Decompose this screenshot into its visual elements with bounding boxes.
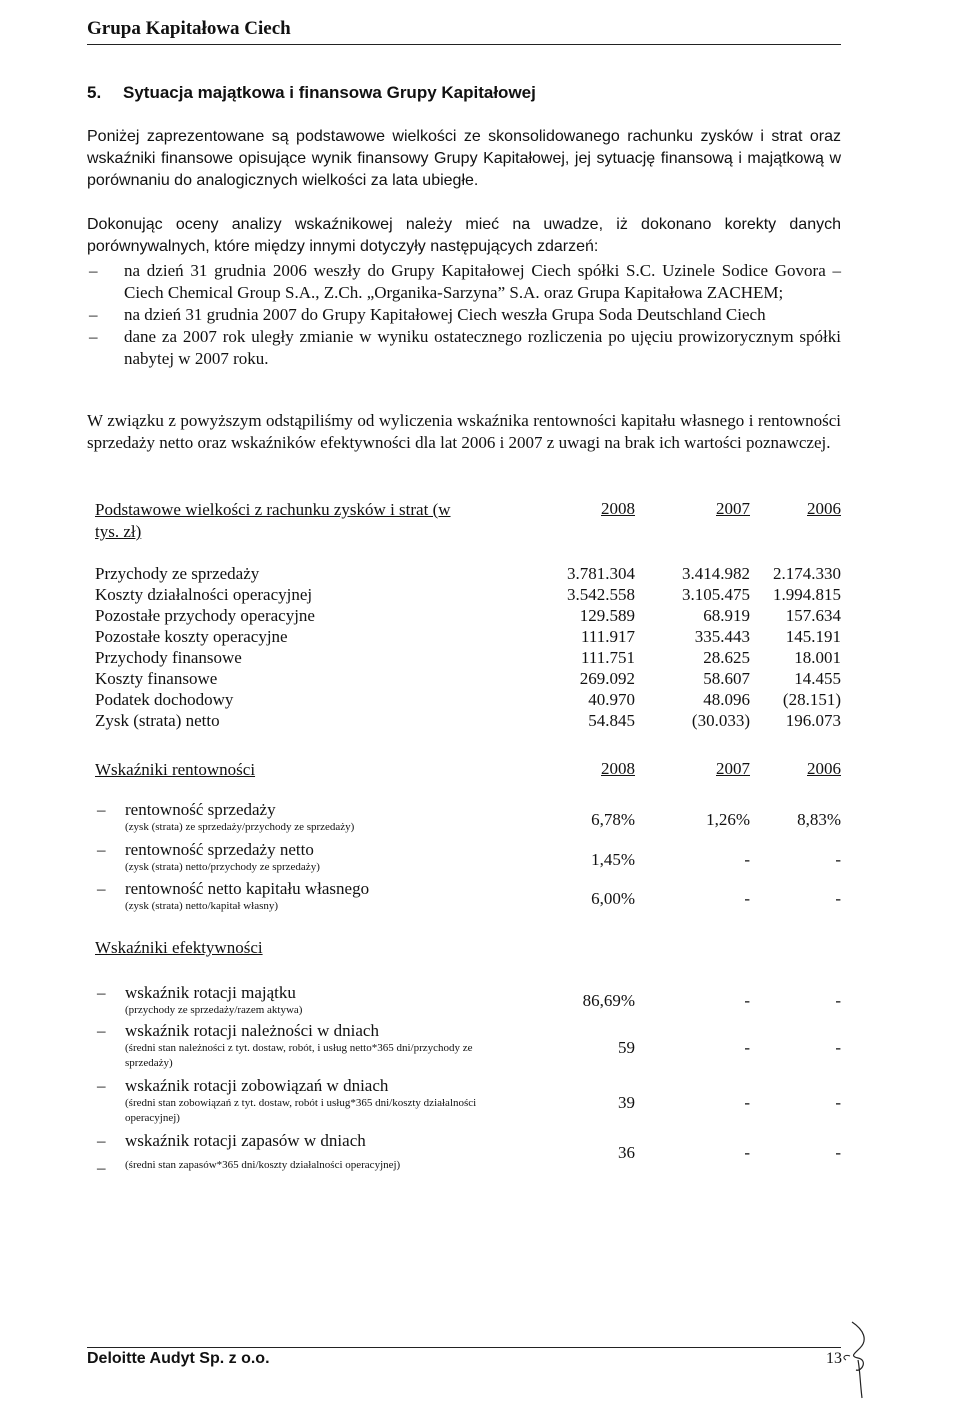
value-2006: 196.073 xyxy=(785,711,841,730)
value-2007: - xyxy=(744,991,750,1010)
ratio-row xyxy=(95,983,841,1023)
year-header-2007: 2007 xyxy=(716,759,750,778)
year-header-2006: 2006 xyxy=(807,499,841,518)
value-2006: - xyxy=(835,1038,841,1057)
footer-company: Deloitte Audyt Sp. z o.o. xyxy=(87,1350,270,1367)
value-2008: 269.092 xyxy=(579,669,635,688)
dash-marker: – xyxy=(97,1076,106,1095)
ratio-label: rentowność netto kapitału własnego xyxy=(125,879,370,898)
value-2007: 48.096 xyxy=(703,690,750,709)
value-2006: - xyxy=(835,1093,841,1112)
intro-paragraph: Poniżej zaprezentowane są podstawowe wielkości ze skonsolidowanego rachunku zysków i strat oraz wskaźniki finansowe opisujące wynik finansowy Grupy Kapitałowej, jej sytuację finansową i majątkową w porównaniu do analogicznych wielkości za lata ubiegłe. xyxy=(87,128,841,189)
ratio-label: rentowność sprzedaży xyxy=(125,800,276,819)
value-2006: - xyxy=(835,1143,841,1162)
row-label: Koszty finansowe xyxy=(95,669,218,688)
value-2008: 6,78% xyxy=(591,810,635,829)
value-2007: 28.625 xyxy=(703,648,750,667)
value-2007: 58.607 xyxy=(703,669,750,688)
year-header-2008: 2008 xyxy=(601,759,635,778)
table-row xyxy=(95,585,841,606)
table-row xyxy=(95,564,841,585)
value-2008: 54.845 xyxy=(588,711,635,730)
ratio-row xyxy=(95,1076,841,1128)
list-item xyxy=(87,260,841,304)
ratio-row xyxy=(95,1131,841,1162)
value-2006: 2.174.330 xyxy=(773,564,841,583)
value-2006: 8,83% xyxy=(797,810,841,829)
value-2008: 86,69% xyxy=(582,991,635,1010)
efficiency-heading: Wskaźniki efektywności xyxy=(95,938,263,957)
value-2006: 18.001 xyxy=(794,648,841,667)
analysis-paragraph: Dokonując oceny analizy wskaźnikowej należy mieć na uwadze, iż dokonano korekty danych porównywalnych, które między innymi dotyczyły następujących zdarzeń: xyxy=(87,216,841,255)
value-2008: 40.970 xyxy=(588,690,635,709)
value-2006: 157.634 xyxy=(785,606,841,625)
profitability-heading: Wskaźniki rentowności xyxy=(95,760,256,779)
ratio-row xyxy=(95,1021,841,1073)
value-2007: 1,26% xyxy=(706,810,750,829)
ratio-label: wskaźnik rotacji zapasów w dniach xyxy=(125,1131,366,1150)
year-header-2008: 2008 xyxy=(601,499,635,518)
value-2006: 1.994.815 xyxy=(773,585,841,604)
value-2007: - xyxy=(744,1143,750,1162)
value-2007: - xyxy=(744,1093,750,1112)
table-row xyxy=(95,627,841,648)
value-2007: 68.919 xyxy=(703,606,750,625)
table-row xyxy=(95,690,841,711)
ratio-formula: (zysk (strata) ze sprzedaży/przychody ze sprzedaży) xyxy=(125,821,355,833)
ratio-row xyxy=(95,879,841,919)
table-row xyxy=(95,669,841,690)
list-item xyxy=(87,326,841,370)
value-2008: 39 xyxy=(618,1093,635,1112)
value-2007: (30.033) xyxy=(691,711,750,730)
ratio-row xyxy=(95,800,841,840)
year-header-2006: 2006 xyxy=(807,759,841,778)
ratio-label: wskaźnik rotacji zobowiązań w dniach xyxy=(125,1076,389,1095)
list-item-text: dane za 2007 rok uległy zmianie w wyniku ostatecznego rozliczenia po ujęciu prowizorycznym spółki nabytej w 2007 roku. xyxy=(124,327,841,368)
value-2008: 6,00% xyxy=(591,889,635,908)
section-number: 5. xyxy=(87,83,102,102)
dash-marker: – xyxy=(97,800,106,819)
ratio-formula-row xyxy=(95,1158,841,1177)
dash-marker: – xyxy=(97,1021,106,1040)
row-label: Podatek dochodowy xyxy=(95,690,234,709)
value-2007: 335.443 xyxy=(694,627,750,646)
dash-marker: – xyxy=(89,261,98,280)
row-label: Przychody finansowe xyxy=(95,648,242,667)
handwritten-initials xyxy=(838,1318,878,1400)
footer-divider xyxy=(87,1347,841,1348)
value-2006: 14.455 xyxy=(794,669,841,688)
value-2007: 3.105.475 xyxy=(682,585,750,604)
value-2008: 129.589 xyxy=(579,606,635,625)
value-2008: 36 xyxy=(618,1143,635,1162)
dash-marker: – xyxy=(97,879,106,898)
dash-marker: – xyxy=(97,840,106,859)
value-2008: 1,45% xyxy=(591,850,635,869)
value-2008: 111.917 xyxy=(581,627,635,646)
row-label: Przychody ze sprzedaży xyxy=(95,564,260,583)
value-2007: - xyxy=(744,1038,750,1057)
value-2007: 3.414.982 xyxy=(682,564,750,583)
ratio-label: wskaźnik rotacji należności w dniach xyxy=(125,1021,379,1040)
value-2008: 111.751 xyxy=(581,648,635,667)
row-label: Pozostałe koszty operacyjne xyxy=(95,627,288,646)
ratio-row xyxy=(95,840,841,880)
list-item-text: na dzień 31 grudnia 2007 do Grupy Kapitałowej Ciech weszła Grupa Soda Deutschland Ciech xyxy=(124,305,766,324)
ratio-formula: (zysk (strata) netto/przychody ze sprzedaży) xyxy=(125,861,320,873)
list-item xyxy=(87,304,841,326)
document-header-title: Grupa Kapitałowa Ciech xyxy=(87,18,291,39)
dash-marker: – xyxy=(97,983,106,1002)
ratio-label: rentowność sprzedaży netto xyxy=(125,840,314,859)
value-2006: - xyxy=(835,850,841,869)
value-2007: - xyxy=(744,889,750,908)
value-2008: 3.781.304 xyxy=(567,564,635,583)
section-heading xyxy=(87,83,536,103)
value-2007: - xyxy=(744,850,750,869)
ratio-formula: (przychody ze sprzedaży/razem aktywa) xyxy=(125,1004,303,1016)
year-header-2007: 2007 xyxy=(716,499,750,518)
value-2006: (28.151) xyxy=(782,690,841,709)
section-title: Sytuacja majątkowa i finansowa Grupy Kapitałowej xyxy=(123,83,536,102)
page-number: 13 xyxy=(826,1350,842,1367)
row-label: Koszty działalności operacyjnej xyxy=(95,585,313,604)
adjustments-list xyxy=(87,260,841,370)
value-2008: 3.542.558 xyxy=(567,585,635,604)
ratio-formula: (zysk (strata) netto/kapitał własny) xyxy=(125,900,279,912)
row-label: Pozostałe przychody operacyjne xyxy=(95,606,315,625)
income-table-heading: Podstawowe wielkości z rachunku zysków i strat (w tys. zł) xyxy=(95,500,451,541)
value-2008: 59 xyxy=(618,1038,635,1057)
row-label: Zysk (strata) netto xyxy=(95,711,220,730)
ratio-formula: (średni stan zobowiązań z tyt. dostaw, robót i usług*365 dni/koszty działalności operacyjnej) xyxy=(125,1097,477,1124)
dash-marker: – xyxy=(89,305,98,324)
ratio-formula: (średni stan należności z tyt. dostaw, robót, i usług netto*365 dni/przychody ze sprzedaży) xyxy=(125,1042,473,1069)
value-2006: 145.191 xyxy=(785,627,841,646)
table-row xyxy=(95,648,841,669)
table-row xyxy=(95,606,841,627)
table-row xyxy=(95,711,841,732)
dash-marker: – xyxy=(89,327,98,346)
ratio-formula: (średni stan zapasów*365 dni/koszty działalności operacyjnej) xyxy=(125,1159,401,1171)
dash-marker: – xyxy=(97,1158,106,1177)
value-2006: - xyxy=(835,889,841,908)
value-2006: - xyxy=(835,991,841,1010)
ratio-label: wskaźnik rotacji majątku xyxy=(125,983,296,1002)
dash-marker: – xyxy=(97,1131,106,1150)
conclusion-paragraph: W związku z powyższym odstąpiliśmy od wyliczenia wskaźnika rentowności kapitału własnego i rentowności sprzedaży netto oraz wskaźników efektywności dla lat 2006 i 2007 z uwagi na brak ich wartości poznawczej. xyxy=(87,411,841,452)
list-item-text: na dzień 31 grudnia 2006 weszły do Grupy Kapitałowej Ciech spółki S.C. Uzinele Sodice Govora – Ciech Chemical Group S.A., Z.Ch. „Organika-Sarzyna” S.A. oraz Grupa Kapitałowa ZACHEM; xyxy=(124,261,841,302)
header-divider xyxy=(87,44,841,45)
